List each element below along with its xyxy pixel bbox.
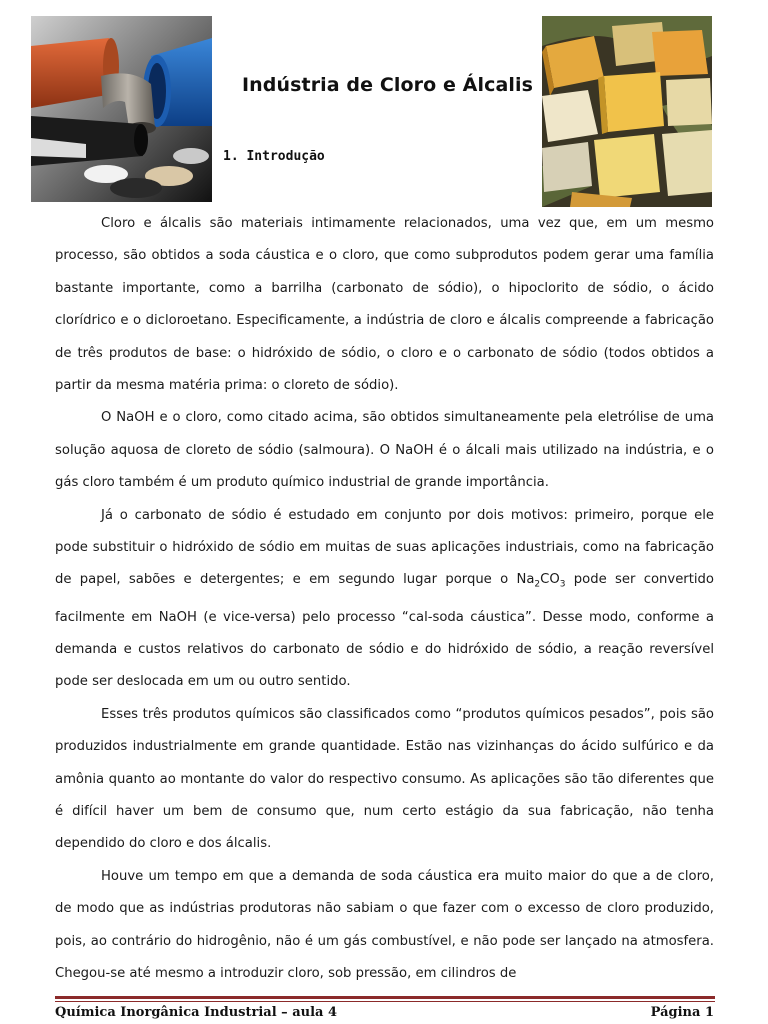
chemical-formula: $Na_2CO_3$ <box>516 572 566 591</box>
paragraph <box>55 500 714 699</box>
paragraph-text: Já o carbonato de sódio é estudado em conjunto por dois motivos: primeiro, porque ele pode substituir o hidróxido de sódio em muitas de suas aplicações industriais, como na fabricação de papel, sabões e detergentes; e em segundo lugar porque o <box>55 507 714 588</box>
paragraph: Houve um tempo em que a demanda de soda cáustica era muito maior do que a de cloro, de modo que as indústrias produtoras não sabiam o que fazer com o excesso de cloro produzido, pois, ao contrário do hidrogênio, não é um gás combustível, e não pode ser lançado na atmosfera. Chegou-se até mesmo a introduzir cloro, sob pressão, em cilindros de <box>55 868 714 981</box>
footer-course-label: Química Inorgânica Industrial – aula 4 <box>55 1005 338 1020</box>
section-heading <box>223 149 325 164</box>
page-number: Página 1 <box>650 1005 714 1020</box>
pipes-photo <box>31 16 212 202</box>
footer-rule <box>55 996 715 999</box>
paragraph: Cloro e álcalis são materiais intimamente relacionados, uma vez que, em um mesmo processo, são obtidos a soda cáustica e o cloro, que como subprodutos podem gerar uma família bastante importante, como a barrilha (carbonato de sódio), o hipoclorito de sódio, o ácido clorídrico e o dicloroetano. Especificamente, a indústria de cloro e álcalis compreende a fabricação de três produtos de base: o hidróxido de sódio, o cloro e o carbonato de sódio (todos obtidos a partir da mesma matéria prima: o cloreto de sódio). <box>55 216 714 394</box>
section-title: Introdução <box>246 149 325 164</box>
document-title: Indústria de Cloro e Álcalis <box>242 74 534 96</box>
soap-bars-photo <box>542 16 712 207</box>
section-number: 1. <box>223 149 239 164</box>
paragraph: Esses três produtos químicos são classificados como “produtos químicos pesados”, pois são produzidos industrialmente em grande quantidade. Estão nas vizinhanças do ácido sulfúrico e da amônia quanto ao montante do valor do respectivo consumo. As aplicações são tão diferentes que é difícil haver um bem de consumo que, num certo estágio da sua fabricação, não tenha dependido do cloro e dos álcalis. <box>55 706 714 852</box>
paragraph-text: pode ser convertido facilmente em NaOH (e vice-versa) pelo processo “cal-soda cáustica”. Desse modo, conforme a demanda e custos relativos do carbonato de sódio e do hidróxido de sódio, a reação reversível pode ser deslocada em um ou outro sentido. <box>55 572 714 690</box>
body-text <box>55 208 714 990</box>
paragraph: O NaOH e o cloro, como citado acima, são obtidos simultaneamente pela eletrólise de uma solução aquosa de cloreto de sódio (salmoura). O NaOH é o álcali mais utilizado na indústria, e o gás cloro também é um produto químico industrial de grande importância. <box>55 410 714 491</box>
footer-rule-thin <box>55 1001 715 1002</box>
